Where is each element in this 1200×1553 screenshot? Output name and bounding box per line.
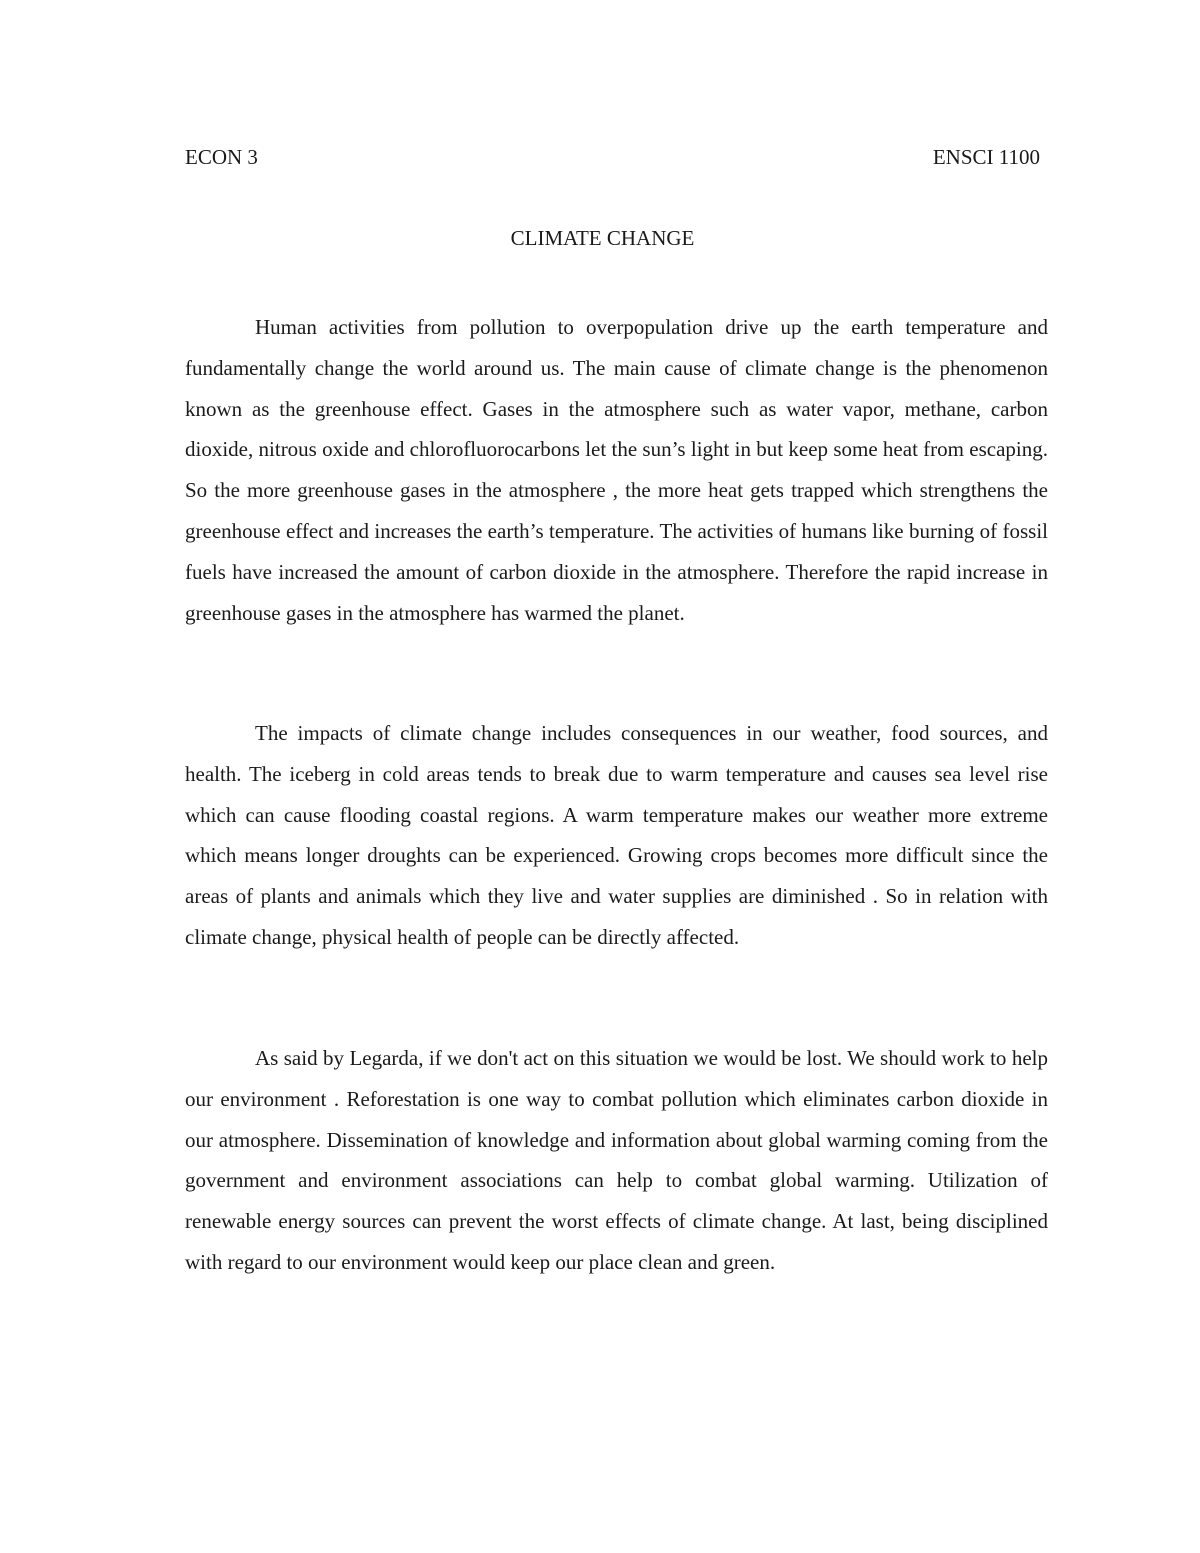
header-course-left: ECON 3 bbox=[185, 145, 258, 169]
header-course-right: ENSCI 1100 bbox=[932, 145, 1040, 169]
paragraph-causes: Human activities from pollution to overpopulation drive up the earth temperature and fundamentally change the world around us. The main cause of climate change is the phenomenon known as the greenhouse effect. Gases in the atmosphere such as water vapor, methane, carbon dioxide, nitrous oxide and chlorofluorocarbons let the sun’s light in but keep some heat from escaping. So the more greenhouse gases in the atmosphere , the more heat gets trapped which strengthens the greenhouse effect and increases the earth’s temperature. The activities of humans like burning of fossil fuels have increased the amount of carbon dioxide in the atmosphere. Therefore the rapid increase in greenhouse gases in the atmosphere has warmed the planet. bbox=[185, 315, 1048, 625]
paragraph-solutions: As said by Legarda, if we don't act on this situation we would be lost. We should work to help our environment . Reforestation is one way to combat pollution which eliminates carbon dioxide in our atmosphere. Dissemination of knowledge and information about global warming coming from the government and environment associations can help to combat global warming. Utilization of renewable energy sources can prevent the worst effects of climate change. At last, being disciplined with regard to our environment would keep our place clean and green. bbox=[185, 1046, 1048, 1274]
document-title: CLIMATE CHANGE bbox=[510, 226, 695, 250]
paragraph-impacts: The impacts of climate change includes consequences in our weather, food sources, and health. The iceberg in cold areas tends to break due to warm temperature and causes sea level rise which can cause flooding coastal regions. A warm temperature makes our weather more extreme which means longer droughts can be experienced. Growing crops becomes more difficult since the areas of plants and animals which they live and water supplies are diminished . So in relation with climate change, physical health of people can be directly affected. bbox=[185, 721, 1048, 949]
page-header bbox=[185, 143, 1040, 173]
